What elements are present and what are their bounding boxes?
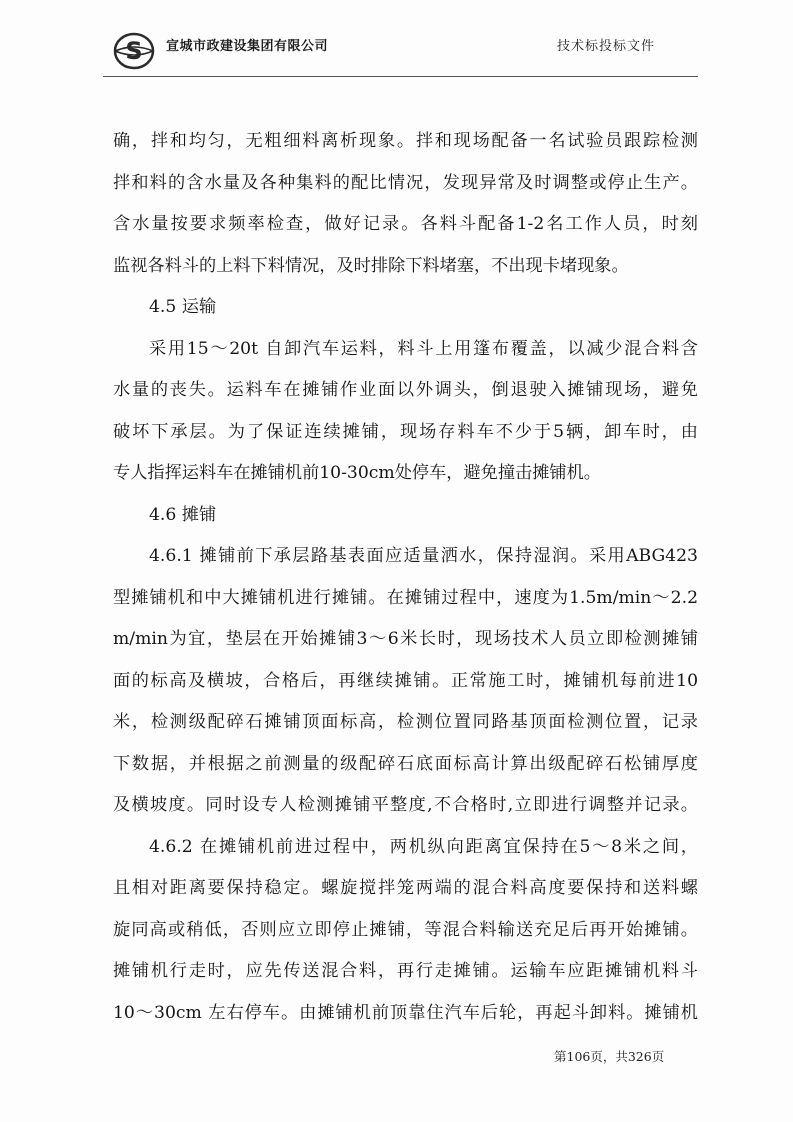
text-line: 4.6.2 在摊铺机前进过程中，两机纵向距离宜保持在5～8米之间， [149,836,698,857]
body-text [113,121,698,1034]
text-line: 水量的丧失。运料车在摊铺作业面以外调头，倒退驶入摊铺现场，避免 [113,380,698,400]
text-line: 含水量按要求频率检查，做好记录。各料斗配备1-2名工作人员，时刻 [113,214,698,234]
section-heading: 4.6 摊铺 [149,504,217,525]
text-line: 破坏下承层。为了保证连续摊铺，现场存料车不少于5辆，卸车时，由 [113,421,698,442]
company-name: 宣城市政建设集团有限公司 [166,39,329,54]
text-line: m/min为宜，垫层在开始摊铺3～6米长时，现场技术人员立即检测摊铺 [113,629,698,649]
logo-letter: S [125,37,143,65]
text-line: 及横坡度。同时设专人检测摊铺平整度,不合格时,立即进行调整并记录。 [113,795,698,815]
document-type-label: 技术标投标文件 [557,39,656,54]
text-line: 摊铺机行走时，应先传送混合料，再行走摊铺。运输车应距摊铺机料斗 [113,961,698,981]
page-header [103,28,703,76]
text-line: 拌和料的含水量及各种集料的配比情况，发现异常及时调整或停止生产。 [113,172,698,193]
text-line: 确，拌和均匀，无粗细料离析现象。拌和现场配备一名试验员跟踪检测 [113,131,698,151]
text-line: 且相对距离要保持稳定。螺旋搅拌笼两端的混合料高度要保持和送料螺 [113,878,698,898]
text-line: 面的标高及横坡，合格后，再继续摊铺。正常施工时，摊铺机每前进10 [113,670,698,691]
company-logo-icon [113,30,155,72]
text-line: 4.6.1 摊铺前下承层路基表面应适量洒水，保持湿润。采用ABG423 [149,546,698,566]
text-line: 监视各料斗的上料下料情况，及时排除下料堵塞，不出现卡堵现象。 [113,255,629,276]
text-line: 下数据，并根据之前测量的级配碎石底面标高计算出级配碎石松铺厚度 [113,753,698,774]
text-line: 采用15～20t 自卸汽车运料，料斗上用篷布覆盖，以减少混合料含 [149,338,698,359]
text-line: 10～30cm 左右停车。由摊铺机前顶靠住汽车后轮，再起斗卸料。摊铺机 [113,1002,698,1023]
section-heading: 4.5 运输 [149,297,217,317]
text-line: 专人指挥运料车在摊铺机前10-30cm处停车，避免撞击摊铺机。 [113,463,601,483]
text-line: 米，检测级配碎石摊铺顶面标高，检测位置同路基顶面检测位置，记录 [113,712,698,732]
header-divider [103,76,698,77]
text-line: 型摊铺机和中大摊铺机进行摊铺。在摊铺过程中，速度为1.5m/min～2.2 [113,587,698,608]
text-line: 旋同高或稍低，否则应立即停止摊铺，等混合料输送充足后再开始摊铺。 [113,919,698,940]
page-number: 第106页，共326页 [554,1049,665,1064]
